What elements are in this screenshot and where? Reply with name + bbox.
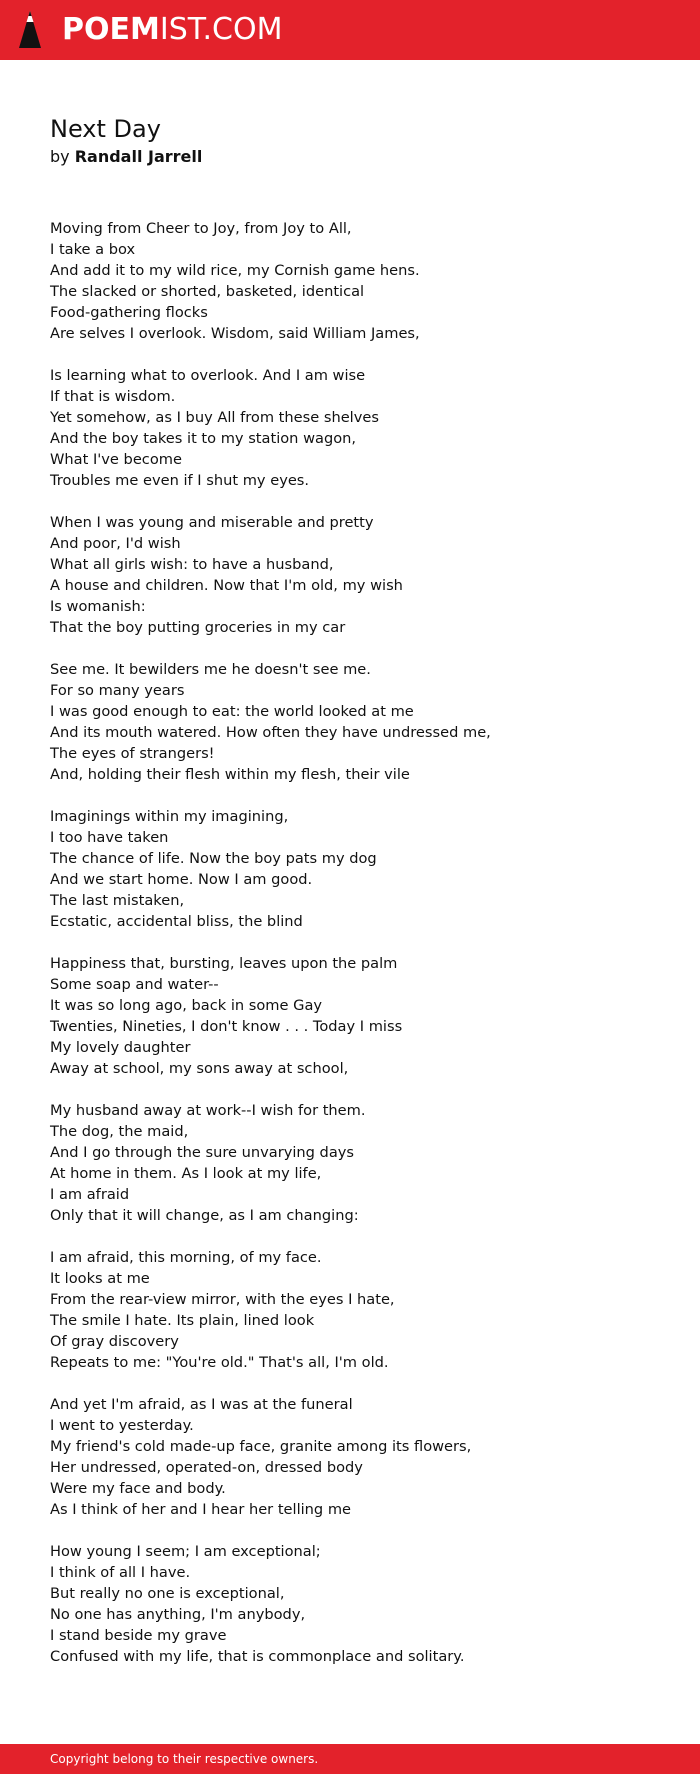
poem-stanza	[50, 1541, 650, 1667]
poem-stanza	[50, 365, 650, 491]
poem-line: My lovely daughter	[50, 1039, 191, 1056]
poem-line: And, holding their flesh within my flesh, their vile	[50, 766, 410, 783]
poem-line: It was so long ago, back in some Gay	[50, 997, 323, 1014]
poem-line: Of gray discovery	[50, 1333, 179, 1350]
poem-line: Imaginings within my imagining,	[50, 808, 289, 825]
by-label: by	[50, 147, 70, 166]
poem-line: My friend's cold made-up face, granite among its flowers,	[50, 1438, 472, 1455]
poem-stanza	[50, 1247, 650, 1373]
site-header	[0, 0, 700, 60]
poem-line: I was good enough to eat: the world looked at me	[50, 703, 414, 720]
poem-line: I am afraid	[50, 1186, 130, 1203]
poem-line: Some soap and water--	[50, 976, 219, 993]
poem-title: Next Day	[50, 115, 161, 143]
brand-light: IST.COM	[159, 12, 283, 47]
poem-line: The slacked or shorted, basketed, identical	[50, 283, 365, 300]
poem-line: It looks at me	[50, 1270, 150, 1287]
poem-body	[50, 218, 650, 1688]
poem-stanza	[50, 1394, 650, 1520]
poem-line: The dog, the maid,	[50, 1123, 189, 1140]
poem-line: No one has anything, I'm anybody,	[50, 1606, 306, 1623]
poem-line: Repeats to me: "You're old." That's all, I'm old.	[50, 1354, 389, 1371]
poem-line: Twenties, Nineties, I don't know . . . Today I miss	[50, 1018, 403, 1035]
poem-line: Were my face and body.	[50, 1480, 226, 1497]
poem-line: Confused with my life, that is commonplace and solitary.	[50, 1648, 465, 1665]
poem-line: I think of all I have.	[50, 1564, 191, 1581]
poem-heading	[50, 114, 202, 168]
poem-line: Food-gathering flocks	[50, 304, 208, 321]
poem-line: The smile I hate. Its plain, lined look	[50, 1312, 315, 1329]
poem-line: See me. It bewilders me he doesn't see me.	[50, 661, 371, 678]
poem-line: The eyes of strangers!	[50, 745, 215, 762]
byline	[50, 146, 202, 168]
poem-line: Is learning what to overlook. And I am wise	[50, 367, 366, 384]
site-footer	[0, 1744, 700, 1774]
poem-line: Is womanish:	[50, 598, 146, 615]
poem-line: And its mouth watered. How often they have undressed me,	[50, 724, 491, 741]
poem-stanza	[50, 953, 650, 1079]
poem-line: And poor, I'd wish	[50, 535, 181, 552]
copyright-text: Copyright belong to their respective owners.	[50, 1752, 319, 1766]
poem-line: The chance of life. Now the boy pats my dog	[50, 850, 377, 867]
poem-line: For so many years	[50, 682, 185, 699]
poem-line: I take a box	[50, 241, 136, 258]
poem-line: Yet somehow, as I buy All from these shelves	[50, 409, 379, 426]
poem-line: What all girls wish: to have a husband,	[50, 556, 334, 573]
poem-line: A house and children. Now that I'm old, my wish	[50, 577, 403, 594]
poem-line: Ecstatic, accidental bliss, the blind	[50, 913, 303, 930]
poem-line: And we start home. Now I am good.	[50, 871, 313, 888]
poem-line: From the rear-view mirror, with the eyes I hate,	[50, 1291, 395, 1308]
poem-line: And the boy takes it to my station wagon,	[50, 430, 357, 447]
poem-line: And add it to my wild rice, my Cornish game hens.	[50, 262, 420, 279]
poem-stanza	[50, 806, 650, 932]
poem-line: Only that it will change, as I am changing:	[50, 1207, 359, 1224]
poem-author: Randall Jarrell	[74, 147, 203, 166]
poem-line: I went to yesterday.	[50, 1417, 194, 1434]
poem-line: And yet I'm afraid, as I was at the funeral	[50, 1396, 353, 1413]
poem-line: That the boy putting groceries in my car	[50, 619, 346, 636]
pencil-tip-icon	[18, 10, 42, 50]
poem-line: Moving from Cheer to Joy, from Joy to All,	[50, 220, 352, 237]
poem-line: When I was young and miserable and pretty	[50, 514, 374, 531]
poem-stanza	[50, 218, 650, 344]
poem-line: Her undressed, operated-on, dressed body	[50, 1459, 363, 1476]
brand-bold: POEM	[62, 12, 160, 47]
poem-stanza	[50, 512, 650, 638]
poem-line: At home in them. As I look at my life,	[50, 1165, 322, 1182]
poem-stanza	[50, 1100, 650, 1226]
poem-line: I stand beside my grave	[50, 1627, 227, 1644]
poem-line: What I've become	[50, 451, 182, 468]
poem-line: And I go through the sure unvarying days	[50, 1144, 354, 1161]
poem-line: I too have taken	[50, 829, 169, 846]
poem-line: How young I seem; I am exceptional;	[50, 1543, 321, 1560]
poem-line: My husband away at work--I wish for them.	[50, 1102, 366, 1119]
poem-line: Are selves I overlook. Wisdom, said William James,	[50, 325, 420, 342]
poem-line: As I think of her and I hear her telling me	[50, 1501, 352, 1518]
poem-stanza	[50, 659, 650, 785]
poem-line: I am afraid, this morning, of my face.	[50, 1249, 322, 1266]
poem-line: If that is wisdom.	[50, 388, 176, 405]
poem-line: Away at school, my sons away at school,	[50, 1060, 349, 1077]
poem-line: But really no one is exceptional,	[50, 1585, 285, 1602]
poem-line: Happiness that, bursting, leaves upon the palm	[50, 955, 398, 972]
poem-line: The last mistaken,	[50, 892, 185, 909]
site-logo[interactable]	[62, 12, 282, 48]
poem-line: Troubles me even if I shut my eyes.	[50, 472, 310, 489]
